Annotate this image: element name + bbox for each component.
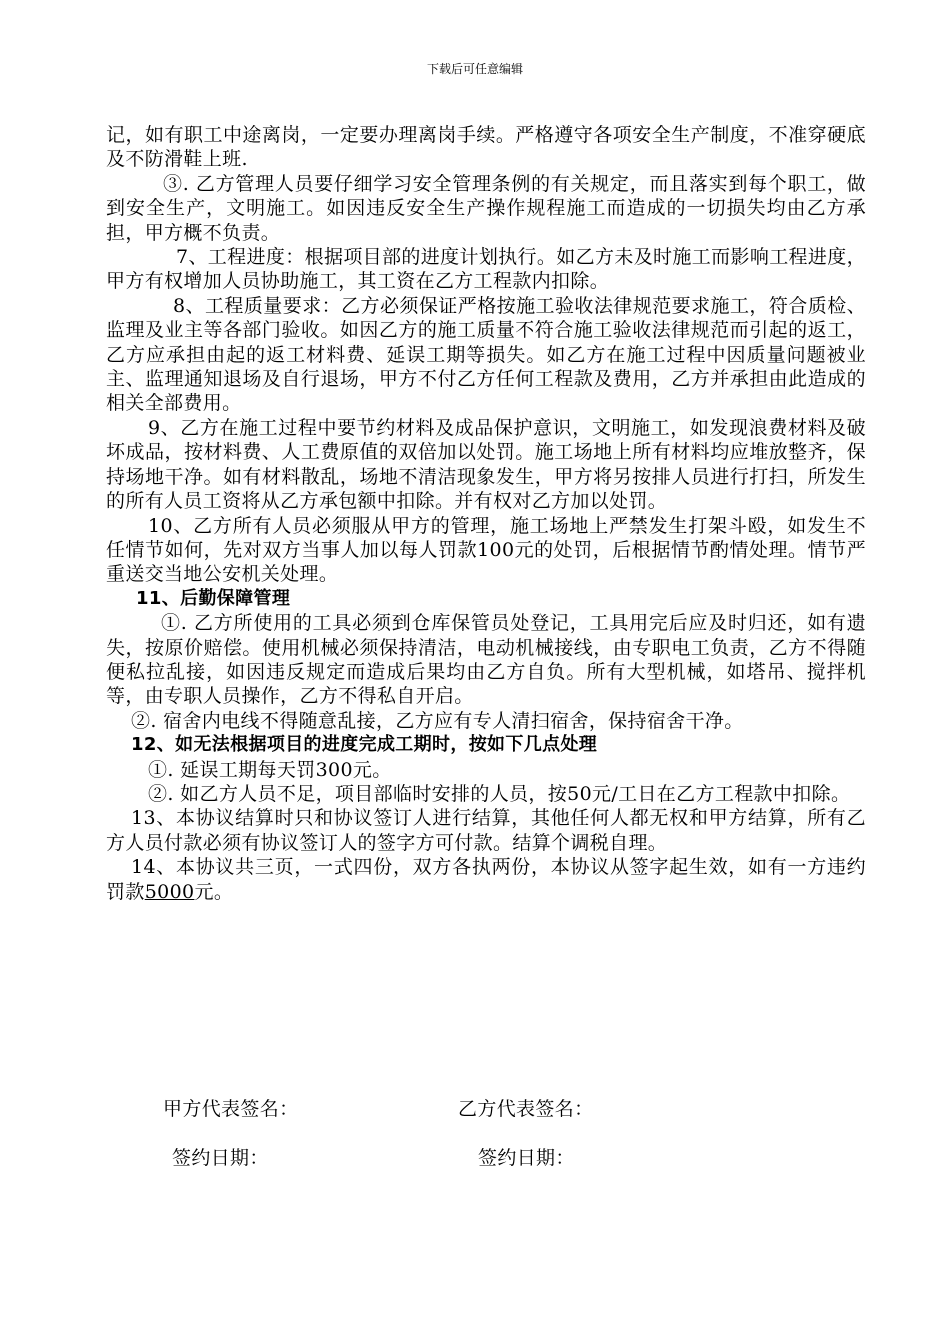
paragraph-safety-3: ③. 乙方管理人员要仔细学习安全管理条例的有关规定，而且落实到每个职工，做到安全生产，文明施工。如因违反安全生产操作规程施工而造成的一切损失均由乙方承担，甲方概不负责。 bbox=[106, 172, 866, 244]
paragraph-materials: 9、乙方在施工过程中要节约材料及成品保护意识，文明施工，如发现浪费材料及破坏成品，按材料费、人工费原值的双倍加以处罚。施工场地上所有材料均应堆放整齐，保持场地干净。如有材料散乱，场地不清洁现象发生，甲方将另按排人员进行打扫，所发生的所有人员工资将从乙方承包额中扣除。并有权对乙方加以处罚。 bbox=[106, 416, 866, 513]
paragraph-tools: ①. 乙方所使用的工具必须到仓库保管员处登记，工具用完后应及时归还，如有遗失，按原价赔偿。使用机械必须保持清洁，电动机械接线，由专职电工负责，乙方不得随便私拉乱接，如因违反规定而造成后果均由乙方自负。所有大型机械，如塔吊、搅拌机等，由专职人员操作，乙方不得私自开启。 bbox=[106, 612, 866, 708]
paragraph-validity bbox=[106, 855, 866, 904]
paragraph-discipline: 10、乙方所有人员必须服从甲方的管理，施工场地上严禁发生打架斗殴，如发生不任情节如何，先对双方当事人加以每人罚款100元的处罚，后根据情节酌情处理。情节严重送交当地公安机关处理。 bbox=[106, 514, 866, 586]
paragraph-safety-continued: 记，如有职工中途离岗，一定要办理离岗手续。严格遵守各项安全生产制度，不准穿硬底及不防滑鞋上班. bbox=[106, 124, 866, 171]
party-b-date-label: 签约日期： bbox=[478, 1147, 575, 1169]
party-a-date-label: 签约日期： bbox=[172, 1147, 269, 1169]
paragraph-progress: 7、工程进度：根据项目部的进度计划执行。如乙方未及时施工而影响工程进度，甲方有权增加人员协助施工，其工资在乙方工程款内扣除。 bbox=[106, 246, 866, 293]
validity-text-end: 元。 bbox=[194, 880, 234, 903]
page-header: 下载后可任意编辑 bbox=[426, 62, 523, 76]
document-body bbox=[106, 123, 866, 904]
heading-logistics: 11、后勤保障管理 bbox=[136, 587, 291, 609]
penalty-amount: 5000 bbox=[144, 880, 195, 903]
paragraph-staff-shortage: ②. 如乙方人员不足，项目部临时安排的人员，按50元/工日在乙方工程款中扣除。 bbox=[148, 782, 851, 805]
paragraph-dormitory: ②. 宿舍内电线不得随意乱接，乙方应有专人清扫宿舍，保持宿舍干净。 bbox=[131, 709, 744, 732]
paragraph-quality: 8、工程质量要求：乙方必须保证严格按施工验收法律规范要求施工，符合质检、监理及业主等各部门验收。如因乙方的施工质量不符合施工验收法律规范而引起的返工，乙方应承担由起的返工材料费、延误工期等损失。如乙方在施工过程中因质量问题被业主、监理通知退场及自行退场，甲方不付乙方任何工程款及费用，乙方并承担由此造成的相关全部费用。 bbox=[106, 294, 866, 415]
party-a-signature-label: 甲方代表签名： bbox=[163, 1098, 299, 1120]
paragraph-settlement: 13、本协议结算时只和协议签订人进行结算，其他任何人都无权和甲方结算，所有乙方人员付款必须有协议签订人的签字方可付款。结算个调税自理。 bbox=[106, 807, 866, 854]
paragraph-delay-penalty: ①. 延误工期每天罚300元。 bbox=[148, 758, 392, 781]
party-b-signature-label: 乙方代表签名： bbox=[458, 1098, 594, 1120]
heading-delay: 12、如无法根据项目的进度完成工期时，按如下几点处理 bbox=[131, 734, 598, 756]
validity-text: 14、本协议共三页，一式四份，双方各执两份，本协议从签字起生效，如有一方违约罚款 bbox=[106, 856, 866, 903]
